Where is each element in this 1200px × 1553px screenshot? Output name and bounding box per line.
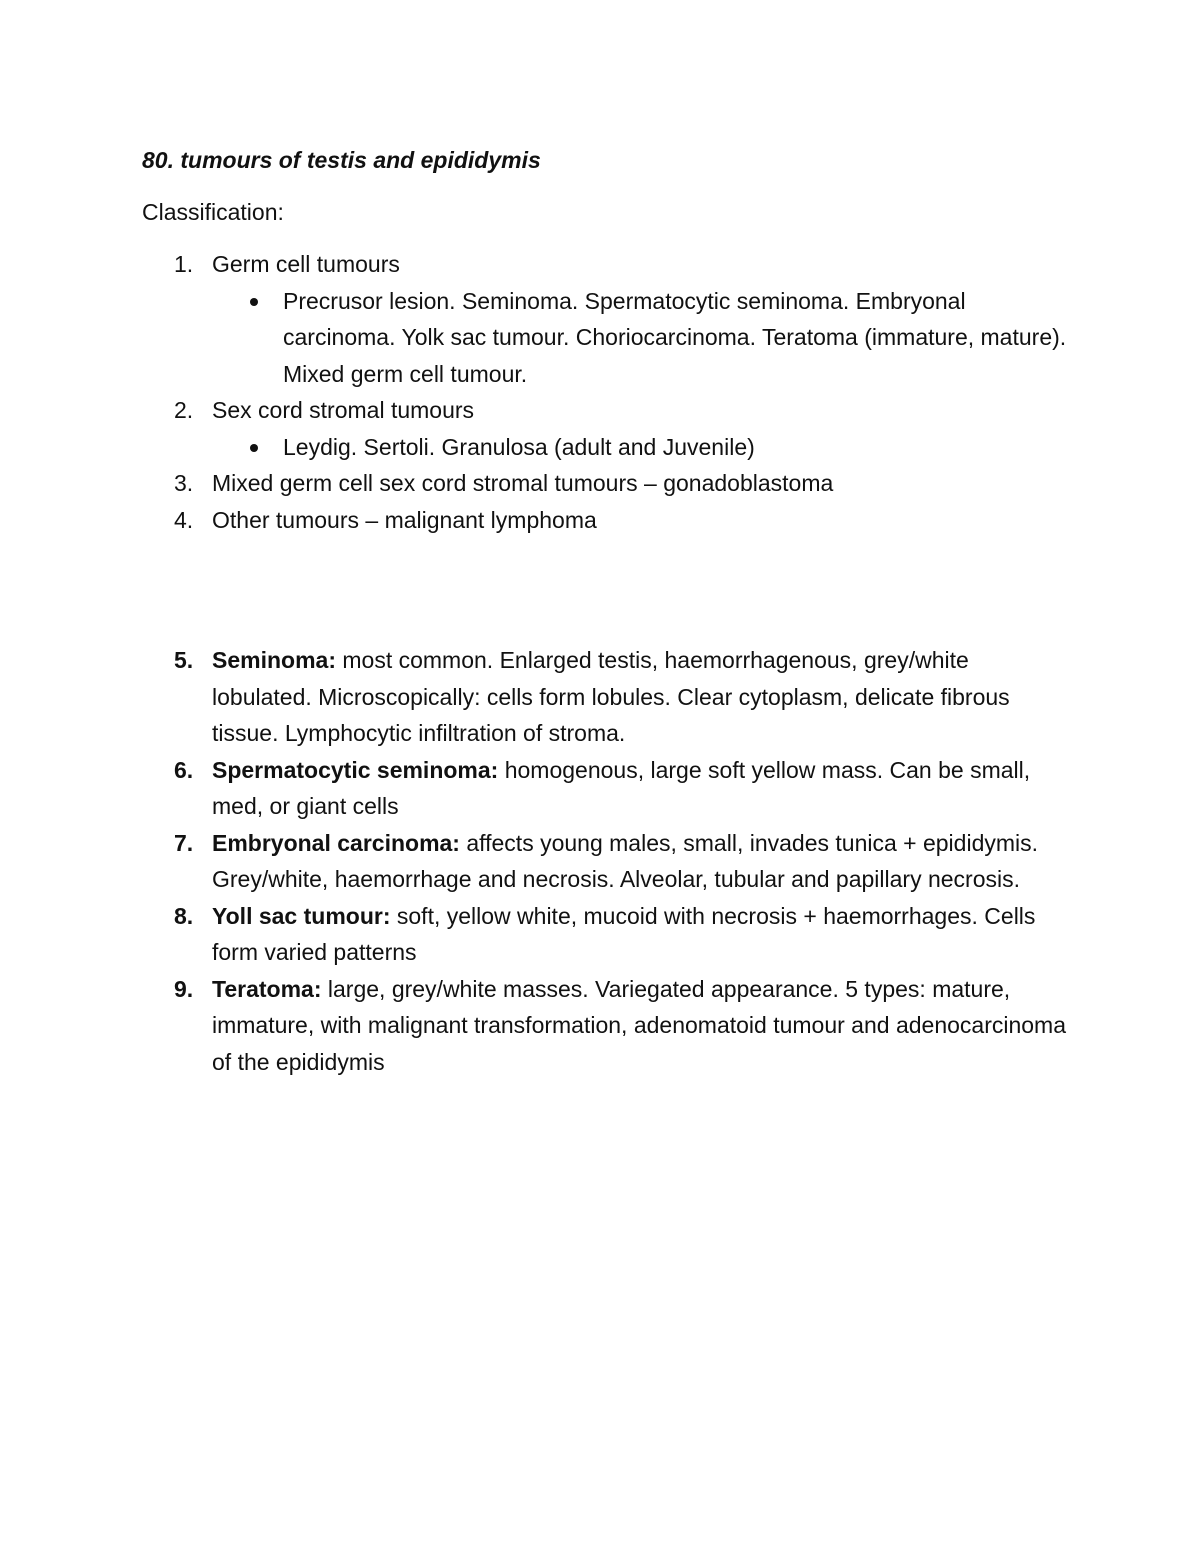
page-title: 80. tumours of testis and epididymis [142,147,541,173]
detail-item-spermatocytic-seminoma [142,752,1072,825]
detail-term: Teratoma: [212,975,322,1002]
details-list [142,642,1072,1080]
list-item [142,502,1072,539]
sub-list-item [142,429,1072,466]
detail-text: soft, yellow white, mucoid with necrosis + haemorrhages. Cells form varied patterns [212,902,1036,965]
bullet-icon [250,298,258,306]
list-item-text: Mixed germ cell sex cord stromal tumours – gonadoblastoma [212,470,834,496]
list-item [142,465,1072,502]
document-page [142,142,1072,1080]
list-number: 8. [174,902,194,929]
list-number: 6. [174,756,194,783]
detail-term: Yoll sac tumour: [212,902,391,929]
list-item-text: Germ cell tumours [212,251,400,277]
detail-item-yolk-sac-tumour [142,898,1072,971]
list-number: 7. [174,829,194,856]
detail-term: Embryonal carcinoma: [212,829,460,856]
detail-term: Seminoma: [212,647,336,673]
list-number: 1. [174,251,194,277]
list-item [142,392,1072,429]
detail-item-embryonal-carcinoma [142,825,1072,898]
list-number: 5. [174,647,194,673]
detail-text: large, grey/white masses. Variegated appearance. 5 types: mature, immature, with malignant transformation, adenomatoid tumour and adenocarcinoma of the epididymis [212,975,1066,1075]
detail-text: affects young males, small, invades tunica + epididymis. Grey/white, haemorrhage and necrosis. Alveolar, tubular and papillary necrosis. [212,829,1039,892]
detail-item-seminoma [142,642,1072,752]
classification-heading: Classification: [142,199,284,225]
detail-term: Spermatocytic seminoma: [212,756,499,783]
list-number: 2. [174,397,194,423]
detail-text: most common. Enlarged testis, haemorrhagenous, grey/white lobulated. Microscopically: cells form lobules. Clear cytoplasm, delicate fibrous tissue. Lymphocytic infiltration of stroma. [212,647,1010,746]
section-spacer [142,538,1072,626]
sub-item-text: Precrusor lesion. Seminoma. Spermatocytic seminoma. Embryonal carcinoma. Yolk sac tumour. Choriocarcinoma. Teratoma (immature, mature). Mixed germ cell tumour. [283,287,1067,387]
detail-item-teratoma [142,971,1072,1081]
bullet-icon [250,444,258,452]
classification-list [142,246,1072,538]
list-number: 9. [174,975,194,1002]
list-number: 3. [174,470,194,496]
sub-list-item [142,283,1072,393]
detail-text: homogenous, large soft yellow mass. Can be small, med, or giant cells [212,756,1031,819]
list-item [142,246,1072,283]
list-item-text: Sex cord stromal tumours [212,397,475,423]
list-number: 4. [174,506,194,533]
sub-item-text: Leydig. Sertoli. Granulosa (adult and Juvenile) [283,433,755,460]
list-item-text: Other tumours – malignant lymphoma [212,506,597,533]
